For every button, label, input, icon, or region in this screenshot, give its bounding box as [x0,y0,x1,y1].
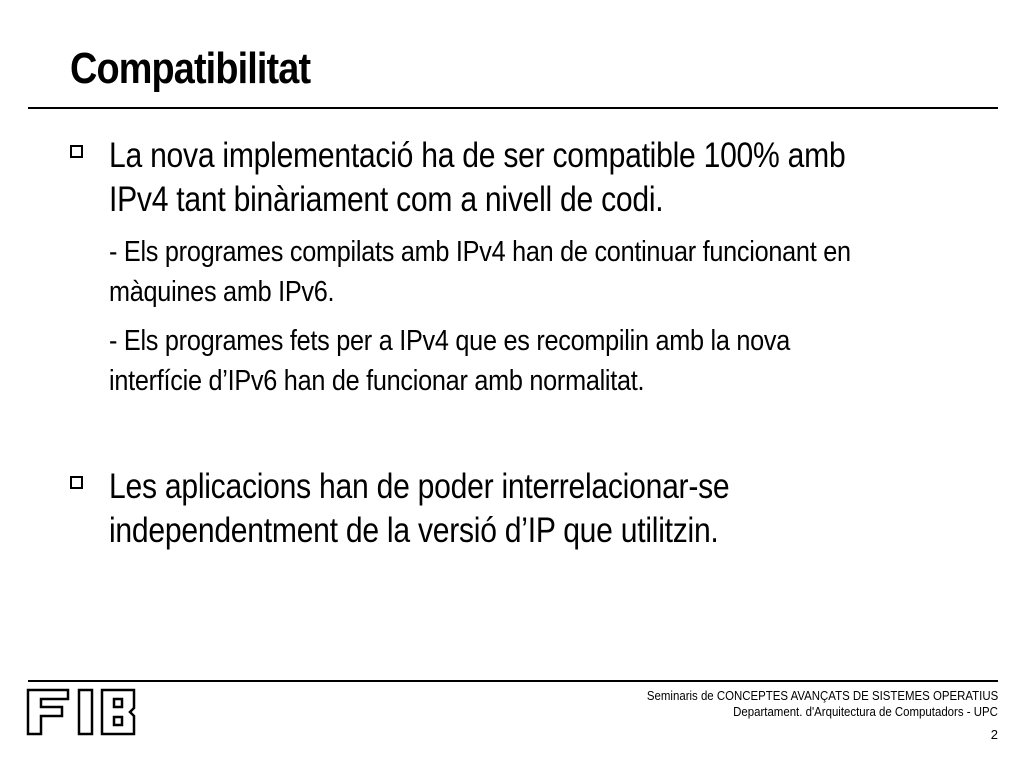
bullet-line: IPv4 tant binàriament com a nivell de codi. [109,180,664,219]
subpoint-line: - Els programes fets per a IPv4 que es recompilin amb la nova [109,325,791,357]
bullet-text [109,465,969,553]
bullet-line: Les aplicacions han de poder interrelacionar-se [109,467,730,506]
subpoint-line: - Els programes compilats amb IPv4 han de continuar funcionant en [109,236,851,268]
subpoint [109,232,979,312]
footer-department: Departament. d'Arquitectura de Computadors - UPC [733,704,998,719]
fib-logo-icon [26,688,138,736]
subpoint-line: interfície d’IPv6 han de funcionar amb normalitat. [109,365,645,397]
slide-title: Compatibilitat [70,44,311,93]
subpoint [109,321,979,401]
bullet-text [109,134,969,222]
square-bullet-icon [70,476,83,489]
footer-course: Seminaris de CONCEPTES AVANÇATS DE SISTEMES OPERATIUS [646,688,998,703]
square-bullet-icon [70,145,83,158]
bullet-line: independentment de la versió d’IP que utilitzin. [109,511,719,550]
bullet-line: La nova implementació ha de ser compatible 100% amb [109,136,846,175]
footer-divider [28,680,998,682]
page-number: 2 [990,727,998,742]
title-divider [28,107,998,109]
subpoint-line: màquines amb IPv6. [109,276,335,308]
